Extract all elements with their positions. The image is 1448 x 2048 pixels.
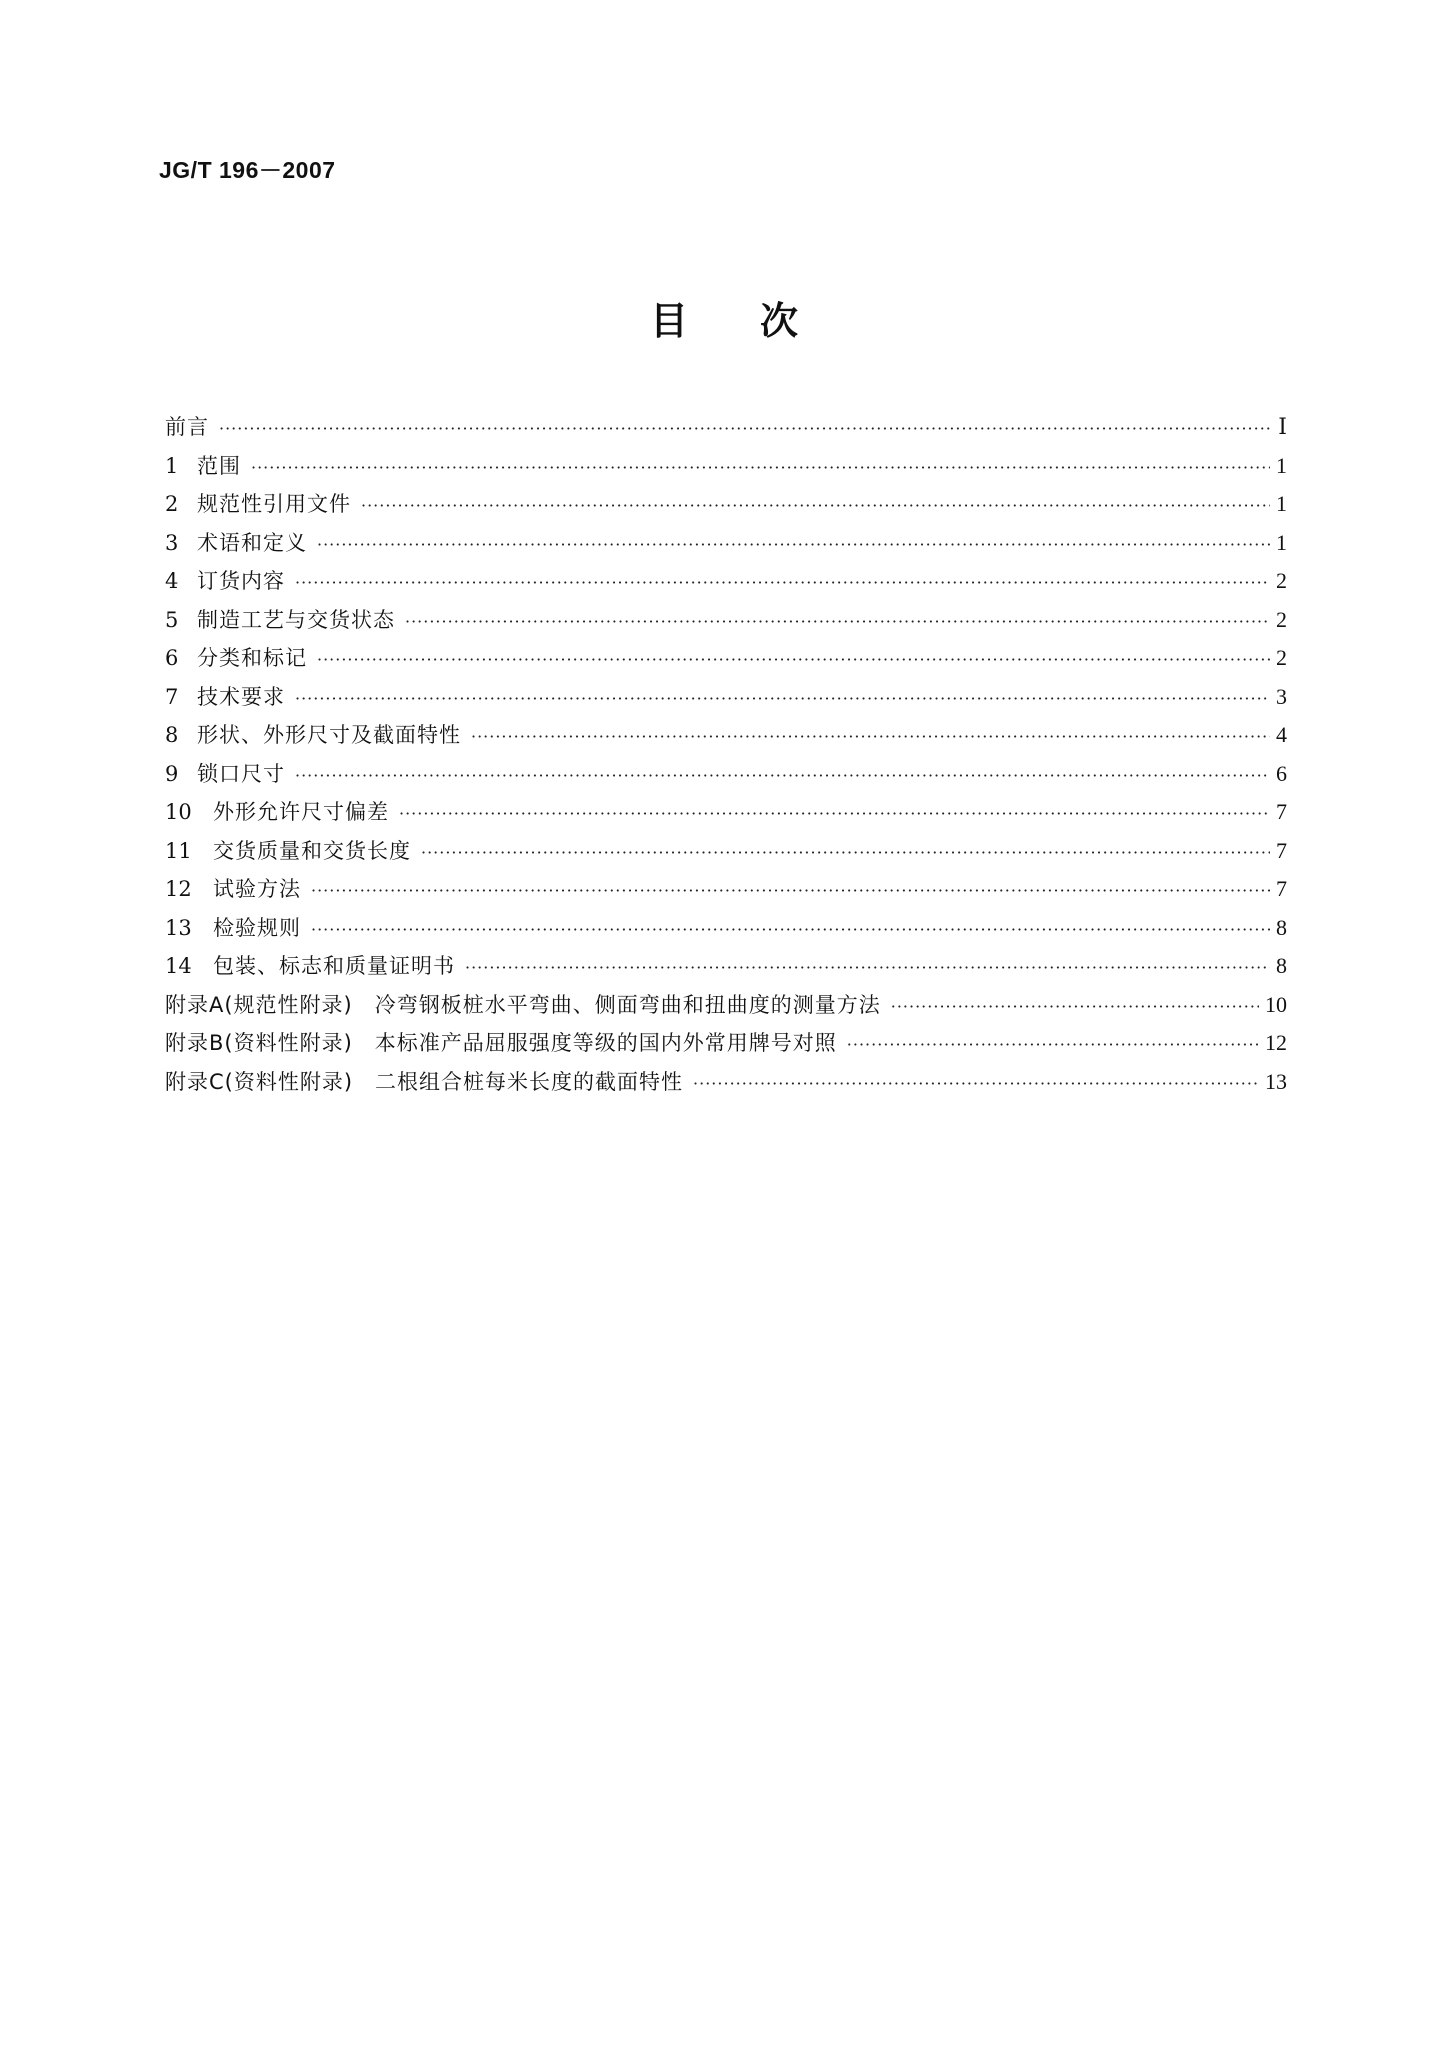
- toc-dot-leader: [295, 689, 1270, 708]
- toc-entry-number: 12: [165, 877, 192, 901]
- toc-dot-leader: [847, 1035, 1259, 1054]
- toc-dot-leader: [311, 881, 1270, 900]
- toc-entry[interactable]: [165, 758, 1287, 797]
- toc-entry-page: 13: [1265, 1068, 1287, 1094]
- toc-entry-label: 附录A(规范性附录) 冷弯钢板桩水平弯曲、侧面弯曲和扭曲度的测量方法: [165, 992, 881, 1017]
- toc-entry-label: 锁口尺寸: [197, 761, 285, 786]
- toc-entry-page: 7: [1276, 837, 1287, 863]
- toc-entry-page: 2: [1276, 606, 1287, 632]
- toc-entry-page: 2: [1276, 568, 1287, 593]
- toc-dot-leader: [295, 766, 1270, 785]
- toc-entry[interactable]: [165, 989, 1287, 1028]
- toc-entry-label: 附录B(资料性附录) 本标准产品屈服强度等级的国内外常用牌号对照: [165, 1031, 837, 1055]
- toc-entry-page: 4: [1276, 722, 1287, 747]
- toc-entry-number: 1: [165, 453, 179, 478]
- toc-entry-page: 8: [1276, 914, 1287, 940]
- toc-entry-number: 10: [165, 800, 192, 824]
- toc-entry[interactable]: [165, 450, 1287, 489]
- toc-entry-label: 制造工艺与交货状态: [197, 607, 395, 632]
- toc-entry[interactable]: [165, 719, 1287, 758]
- toc-entry-page: 2: [1276, 645, 1287, 670]
- toc-entry-label: 附录C(资料性附录) 二根组合桩每米长度的截面特性: [165, 1069, 684, 1094]
- toc-entry[interactable]: [165, 681, 1287, 720]
- toc-entry-label: 交货质量和交货长度: [213, 838, 411, 863]
- toc-entry-page: 12: [1265, 1030, 1287, 1055]
- toc-entry-number: 2: [165, 492, 179, 516]
- toc-dot-leader: [219, 419, 1272, 438]
- toc-entry[interactable]: [165, 873, 1287, 912]
- toc-entry-page: 8: [1276, 953, 1287, 978]
- toc-dot-leader: [891, 997, 1259, 1016]
- toc-entry[interactable]: [165, 411, 1287, 450]
- toc-entry-label: 前言: [165, 415, 209, 439]
- toc-entry-page: 7: [1276, 876, 1287, 901]
- toc-entry-label: 分类和标记: [197, 646, 307, 670]
- toc-entry-number: 6: [165, 646, 179, 670]
- toc-entry[interactable]: [165, 1027, 1287, 1066]
- toc-entry[interactable]: [165, 642, 1287, 681]
- toc-entry[interactable]: [165, 488, 1287, 527]
- toc-entry-label: 术语和定义: [197, 530, 307, 555]
- toc-entry[interactable]: [165, 527, 1287, 566]
- document-code: JG/T 196－2007: [159, 157, 336, 183]
- toc-title: 目次: [649, 299, 870, 343]
- toc-entry-number: 13: [165, 915, 192, 940]
- toc-entry-label: 形状、外形尺寸及截面特性: [197, 723, 461, 747]
- toc-entry-number: 14: [165, 954, 192, 978]
- toc-dot-leader: [421, 843, 1270, 862]
- toc-entry-page: 1: [1276, 529, 1287, 555]
- table-of-contents: [165, 411, 1287, 1104]
- toc-entry[interactable]: [165, 604, 1287, 643]
- toc-entry-page: 3: [1276, 683, 1287, 709]
- toc-entry-label: 规范性引用文件: [197, 492, 351, 516]
- toc-entry-number: 11: [165, 838, 192, 863]
- toc-dot-leader: [251, 458, 1270, 477]
- toc-dot-leader: [471, 727, 1270, 746]
- toc-entry[interactable]: [165, 912, 1287, 951]
- toc-entry-page: Ⅰ: [1278, 414, 1287, 439]
- toc-dot-leader: [317, 535, 1270, 554]
- toc-entry-label: 检验规则: [213, 915, 301, 940]
- toc-entry-label: 试验方法: [213, 877, 301, 901]
- toc-entry-number: 3: [165, 530, 179, 555]
- toc-entry-number: 5: [165, 607, 179, 632]
- toc-dot-leader: [405, 612, 1270, 631]
- toc-entry-label: 订货内容: [197, 569, 285, 593]
- toc-entry[interactable]: [165, 950, 1287, 989]
- toc-entry[interactable]: [165, 1066, 1287, 1105]
- toc-dot-leader: [317, 650, 1270, 669]
- toc-entry[interactable]: [165, 565, 1287, 604]
- toc-entry-label: 范围: [197, 453, 241, 478]
- toc-entry[interactable]: [165, 835, 1287, 874]
- toc-dot-leader: [361, 496, 1270, 515]
- toc-dot-leader: [311, 920, 1270, 939]
- toc-entry-page: 6: [1276, 760, 1287, 786]
- toc-dot-leader: [295, 573, 1270, 592]
- toc-dot-leader: [693, 1074, 1259, 1093]
- toc-dot-leader: [465, 958, 1270, 977]
- toc-entry-label: 外形允许尺寸偏差: [213, 800, 389, 824]
- toc-entry-number: 4: [165, 569, 179, 593]
- toc-entry-label: 包装、标志和质量证明书: [213, 954, 455, 978]
- toc-dot-leader: [399, 804, 1270, 823]
- toc-entry-page: 1: [1276, 452, 1287, 478]
- toc-entry-page: 1: [1276, 491, 1287, 516]
- toc-entry[interactable]: [165, 796, 1287, 835]
- toc-entry-number: 9: [165, 761, 179, 786]
- toc-entry-number: 8: [165, 723, 179, 747]
- toc-entry-page: 7: [1276, 799, 1287, 824]
- toc-entry-page: 10: [1265, 991, 1287, 1017]
- toc-entry-number: 7: [165, 684, 179, 709]
- toc-entry-label: 技术要求: [197, 684, 285, 709]
